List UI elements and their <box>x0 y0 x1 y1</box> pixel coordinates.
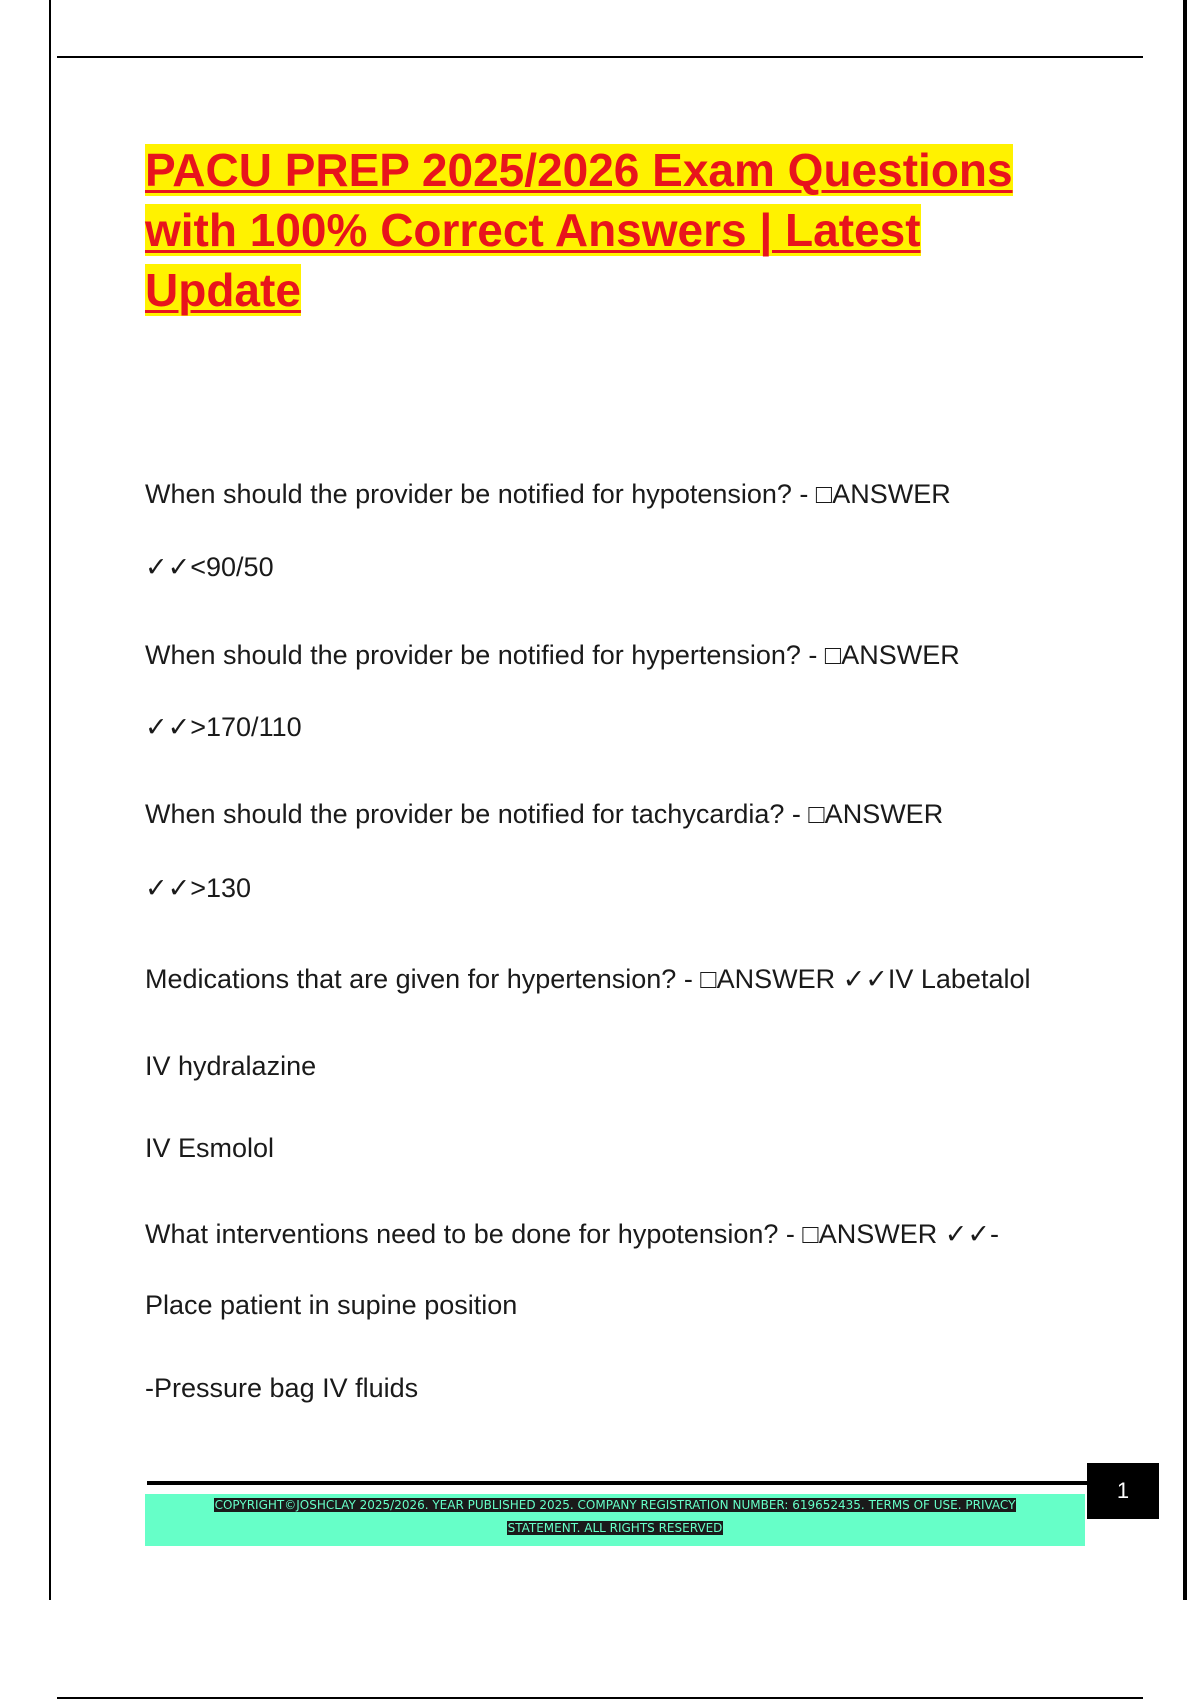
question-1: When should the provider be notified for hypotension? - □ANSWER <box>145 479 951 509</box>
answer-4-item-2: IV hydralazine <box>145 1051 317 1081</box>
question-2: When should the provider be notified for hypertension? - □ANSWER <box>145 640 960 670</box>
question-5: What interventions need to be done for hypotension? - □ANSWER ✓✓- <box>145 1219 999 1249</box>
page-border-left <box>49 0 51 1600</box>
footer-rule <box>147 1481 1087 1485</box>
footer-copyright-line-2: STATEMENT. ALL RIGHTS RESERVED <box>507 1521 723 1535</box>
answer-5-item-1: Place patient in supine position <box>145 1290 518 1320</box>
next-page-rule <box>57 1697 1143 1699</box>
question-3: When should the provider be notified for tachycardia? - □ANSWER <box>145 799 944 829</box>
footer-copyright <box>145 1494 1085 1546</box>
answer-5-item-2: -Pressure bag IV fluids <box>145 1373 419 1403</box>
answer-4-item-3: IV Esmolol <box>145 1133 275 1163</box>
document-title-text: PACU PREP 2025/2026 Exam Questions with 100% Correct Answers | Latest Update <box>145 144 1013 316</box>
page-border-right <box>1183 0 1187 1600</box>
header-rule <box>57 56 1143 58</box>
footer-copyright-line-1: COPYRIGHT©JOSHCLAY 2025/2026. YEAR PUBLISHED 2025. COMPANY REGISTRATION NUMBER: 619652435. TERMS OF USE. PRIVACY <box>214 1498 1016 1512</box>
answer-2: ✓✓>170/110 <box>145 712 302 742</box>
question-4: Medications that are given for hypertension? - □ANSWER ✓✓IV Labetalol <box>145 964 1031 994</box>
answer-3: ✓✓>130 <box>145 873 252 903</box>
document-title <box>145 140 1085 320</box>
page-number: 1 <box>1087 1463 1159 1519</box>
answer-1: ✓✓<90/50 <box>145 552 274 582</box>
